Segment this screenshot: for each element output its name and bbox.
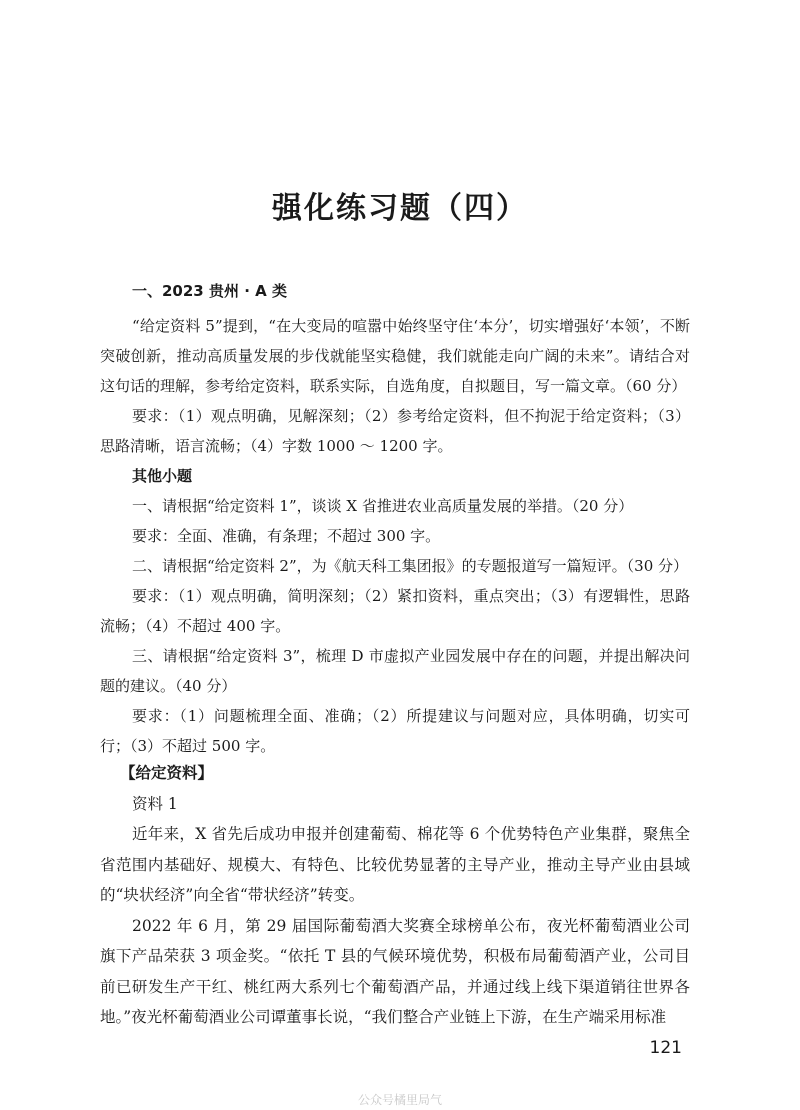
question-3-requirement: 要求：（1）问题梳理全面、准确；（2）所提建议与问题对应，具体明确，切实可行；（3）不超过 500 字。 — [100, 707, 690, 755]
page-number: 121 — [649, 1038, 682, 1058]
other-questions-heading: 其他小题 — [132, 467, 193, 485]
question-1: 一、请根据“给定资料 1”，谈谈 X 省推进农业高质量发展的举措。（20 分） — [132, 497, 634, 515]
material-paragraph-1: 近年来，X 省先后成功申报并创建葡萄、棉花等 6 个优势特色产业集群，聚焦全省范围内基础好、规模大、有特色、比较优势显著的主导产业，推动主导产业由县域的“块状经济”向全省“带状经济”转变。 — [100, 825, 690, 904]
section-heading: 一、2023 贵州 · A 类 — [132, 282, 287, 300]
material-paragraph-2: 2022 年 6 月，第 29 届国际葡萄酒大奖赛全球榜单公布，夜光杯葡萄酒业公司旗下产品荣获 3 项金奖。“依托 T 县的气候环境优势，积极布局葡萄酒产业，公司目前已研发生产干红、桃红两大系列七个葡萄酒产品，并通过线上线下渠道销往世界各地。”夜光杯葡萄酒业公司谭董事长说，“我们整合产业链上下游，在生产端采用标准 — [100, 916, 690, 1026]
watermark: 公众号橘里局气 — [357, 1093, 442, 1107]
materials-heading: 【给定资料】 — [120, 764, 214, 782]
page-title: 强化练习题（四） — [272, 191, 528, 226]
question-2: 二、请根据“给定资料 2”，为《航天科工集团报》的专题报道写一篇短评。（30 分） — [132, 557, 689, 575]
question-3: 三、请根据“给定资料 3”，梳理 D 市虚拟产业园发展中存在的问题，并提出解决问题的建议。（40 分） — [100, 647, 690, 695]
question-2-requirement: 要求：（1）观点明确，简明深刻；（2）紧扣资料，重点突出；（3）有逻辑性，思路流畅；（4）不超过 400 字。 — [100, 587, 690, 635]
essay-prompt: “给定资料 5”提到，“在大变局的喧嚣中始终坚守住‘本分’，切实增强好‘本领’，不断突破创新，推动高质量发展的步伐就能坚实稳健，我们就能走向广阔的未来”。请结合对这句话的理解，参考给定资料，联系实际，自选角度，自拟题目，写一篇文章。（60 分） — [100, 317, 690, 395]
essay-question-block — [100, 311, 690, 761]
essay-requirement: 要求：（1）观点明确，见解深刻；（2）参考给定资料，但不拘泥于给定资料；（3）思路清晰，语言流畅；（4）字数 1000 ～ 1200 字。 — [100, 407, 690, 455]
material-label: 资料 1 — [132, 794, 178, 813]
question-1-requirement: 要求：全面、准确，有条理；不超过 300 字。 — [132, 527, 441, 545]
materials-block — [100, 758, 690, 1033]
